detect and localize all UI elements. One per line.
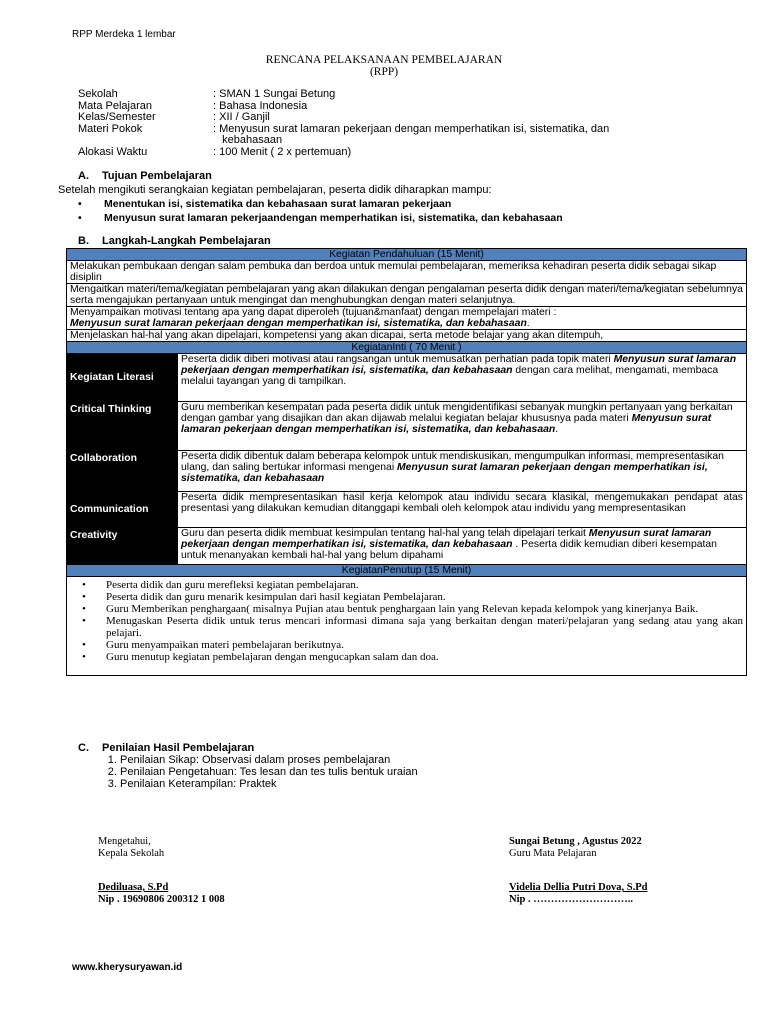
inti-label: Critical Thinking xyxy=(67,402,178,451)
inti-emphasis: Menyusun surat lamaran pekerjaan dengan memperhatikan isi, sistematika, dan kebahasaan xyxy=(181,462,708,484)
inti-label: Communication xyxy=(67,492,178,528)
pendahuluan-row: Mengaitkan materi/tema/kegiatan pembelajaran yang akan dilakukan dengan pengalaman peserta didik dengan materi/tema/kegiatan sebelumnya serta mengajukan pertanyaan untuk mengingat dan menghubungkan dengan materi selanjutnya. xyxy=(67,284,747,307)
tujuan-item-text: Menyusun surat lamaran pekerjaandengan memperhatikan isi, sistematika, dan kebahasaan xyxy=(104,212,563,224)
inti-text: Guru memberikan kesempatan pada peserta didik untuk mengidentifikasi sebanyak mungkin pertanyaan yang berkaitan dengan gambar yang disajikan dan akan dijawab melalui kegiatan belajar khususnya pada materi xyxy=(181,402,733,424)
penutup-item: • Guru menyampaikan materi pembelajaran berikutnya. xyxy=(106,639,743,651)
section-title: Tujuan Pembelajaran xyxy=(102,170,212,182)
info-row xyxy=(78,112,609,124)
title-line-1: RENCANA PELAKSANAAN PEMBELAJARAN xyxy=(265,54,503,66)
info-key: Alokasi Waktu xyxy=(78,145,148,158)
info-key: Materi Pokok xyxy=(78,122,143,135)
signature-left xyxy=(98,836,225,906)
tujuan-intro: Setelah mengikuti serangkaian kegiatan pembelajaran, peserta didik diharapkan mampu: xyxy=(58,184,492,196)
penutup-item: • Peserta didik dan guru merefleksi kegiatan pembelajaran. xyxy=(106,579,743,591)
penutup-item: • Peserta didik dan guru menarik kesimpulan dari hasil kegiatan Pembelajaran. xyxy=(106,591,743,603)
signature-right-line1: Sungai Betung , Agustus 2022 xyxy=(509,836,642,847)
pendahuluan-row: Menjelaskan hal-hal yang akan dipelajari, kompetensi yang akan dicapai, serta metode belajar yang akan ditempuh, xyxy=(67,330,747,342)
identity-table xyxy=(78,89,609,158)
inti-text: Peserta didik dibentuk dalam beberapa kelompok untuk mendiskusikan, mengumpulkan informasi, mempresentasikan ulang, dan saling bertukar informasi mengenai xyxy=(181,451,724,473)
info-row xyxy=(78,147,609,159)
inti-label: Creativity xyxy=(67,528,178,565)
inti-label: Kegiatan Literasi xyxy=(67,354,178,402)
inti-label: Collaboration xyxy=(67,451,178,492)
inti-content xyxy=(178,354,747,402)
info-key: Mata Pelajaran xyxy=(78,99,152,112)
tujuan-item: • Menyusun surat lamaran pekerjaandengan memperhatikan isi, sistematika, dan kebahasaan xyxy=(78,212,563,224)
info-value: : SMAN 1 Sungai Betung xyxy=(213,88,336,100)
inti-content xyxy=(178,451,747,492)
row-emphasis: Menyusun surat lamaran pekerjaan dengan memperhatikan isi, sistematika, dan kebahasaan xyxy=(70,318,527,329)
inti-text: Guru dan peserta didik membuat kesimpulan tentang hal-hal yang telah dipelajari terkait xyxy=(181,528,589,539)
info-value: : Bahasa Indonesia xyxy=(213,99,308,112)
signature-right-line2: Guru Mata Pelajaran xyxy=(509,848,597,859)
inti-content xyxy=(178,492,747,528)
inti-content xyxy=(178,402,747,451)
section-number: B. xyxy=(78,235,89,247)
row-text: Menyampaikan motivasi tentang apa yang dapat diperoleh (tujuan&manfaat) dengan mempelajari materi : xyxy=(70,307,557,318)
section-title: Langkah-Langkah Pembelajaran xyxy=(102,235,271,247)
info-value: : 100 Menit ( 2 x pertemuan) xyxy=(213,145,352,158)
info-key: Sekolah xyxy=(78,88,118,100)
pendahuluan-header: Kegiatan Pendahuluan (15 Menit) xyxy=(67,249,747,261)
pendahuluan-row: Melakukan pembukaan dengan salam pembuka dan berdoa untuk memulai pembelajaran, memeriksa kehadiran peserta didik sebagai sikap disiplin xyxy=(67,261,747,284)
section-c xyxy=(78,742,418,790)
signature-right-name: Videlia Dellia Putri Dova, S.Pd xyxy=(509,882,648,893)
penilaian-item: 2. Penilaian Pengetahuan: Tes lesan dan tes tulis bentuk uraian xyxy=(120,766,418,778)
section-b-heading xyxy=(78,235,271,247)
title-line-2: (RPP) xyxy=(369,66,399,78)
row-text-end: . xyxy=(526,318,530,329)
section-a-heading xyxy=(78,170,212,182)
inti-text-end: . Peserta didik kemudian diberi kesempatan untuk menanyakan kembali hal-hal yang belum dipahami xyxy=(181,539,717,561)
info-row xyxy=(78,101,609,113)
info-key: Kelas/Semester xyxy=(78,111,156,123)
inti-text-end: dengan cara melihat, mengamati, membaca melalui tayangan yang di tampilkan. xyxy=(181,365,719,387)
info-value: kebahasaan xyxy=(213,134,283,146)
penutup-item: • Guru Memberikan penghargaan( misalnya Pujian atau bentuk penghargaan lain yang Relevan kepada kelompok yang kinerjanya Baik. xyxy=(106,603,743,615)
inti-text-end: . xyxy=(555,424,559,435)
signature-right-nip: Nip . ……………………….. xyxy=(509,894,633,905)
info-key xyxy=(78,135,213,147)
penutup-content xyxy=(67,577,747,676)
info-row xyxy=(78,124,609,136)
signature-left-nip: Nip . 19690806 200312 1 008 xyxy=(98,894,225,905)
activity-table xyxy=(66,248,747,676)
penutup-header: KegiatanPenutup (15 Menit) xyxy=(67,565,747,577)
penilaian-item: 3. Penilaian Keterampilan: Praktek xyxy=(120,778,418,790)
inti-emphasis: Menyusun surat lamaran pekerjaan dengan memperhatikan isi, sistematika, dan kebahasaan xyxy=(181,354,737,376)
inti-header: KegiatanInti ( 70 Menit ) xyxy=(67,342,747,354)
inti-text: Peserta didik mempresentasikan hasil kerja kelompok atau individu secara klasikal, mengemukakan pendapat atas presentasi yang dilakukan kemudian ditanggapi kembali oleh kelompok atau individu yang mempresentasikan xyxy=(181,492,743,514)
section-number: A. xyxy=(78,170,89,182)
info-row xyxy=(78,89,609,101)
info-value: : XII / Ganjil xyxy=(213,111,270,123)
inti-emphasis: Menyusun surat lamaran pekerjaan dengan memperhatikan isi, sistematika, dan kebahasaan xyxy=(181,528,712,550)
info-row xyxy=(78,135,609,147)
section-title: Penilaian Hasil Pembelajaran xyxy=(102,742,255,754)
penutup-list xyxy=(70,579,743,663)
info-value: : Menyusun surat lamaran pekerjaan dengan memperhatikan isi, sistematika, dan xyxy=(213,122,610,135)
inti-emphasis: Menyusun surat lamaran pekerjaan dengan memperhatikan isi, sistematika, dan kebahasaan xyxy=(181,413,712,435)
penilaian-item: 1. Penilaian Sikap: Observasi dalam proses pembelajaran xyxy=(120,754,418,766)
inti-text: Peserta didik diberi motivasi atau rangsangan untuk memusatkan perhatian pada topik materi xyxy=(181,354,614,365)
footer-website: www.kherysuryawan.id xyxy=(72,962,183,973)
pendahuluan-row xyxy=(67,307,747,330)
penilaian-list xyxy=(78,754,418,790)
signature-left-line1: Mengetahui, xyxy=(98,836,151,847)
section-number: C. xyxy=(78,742,89,754)
page-header-label: RPP Merdeka 1 lembar xyxy=(72,29,176,40)
tujuan-item-text: Menentukan isi, sistematika dan kebahasaan surat lamaran pekerjaan xyxy=(104,198,452,210)
penutup-item: • Guru menutup kegiatan pembelajaran dengan mengucapkan salam dan doa. xyxy=(106,651,743,663)
document-title xyxy=(0,54,768,78)
section-c-heading xyxy=(78,742,418,754)
inti-content xyxy=(178,528,747,565)
tujuan-item: • Menentukan isi, sistematika dan kebahasaan surat lamaran pekerjaan xyxy=(78,198,452,210)
penutup-item: • Menugaskan Peserta didik untuk terus mencari informasi dimana saja yang berkaitan dengan materi/pelajaran yang sedang atau yang akan pelajari. xyxy=(106,615,743,639)
signature-left-name: Dediluasa, S.Pd xyxy=(98,882,169,893)
signature-right xyxy=(509,836,647,906)
signature-left-line2: Kepala Sekolah xyxy=(98,848,165,859)
